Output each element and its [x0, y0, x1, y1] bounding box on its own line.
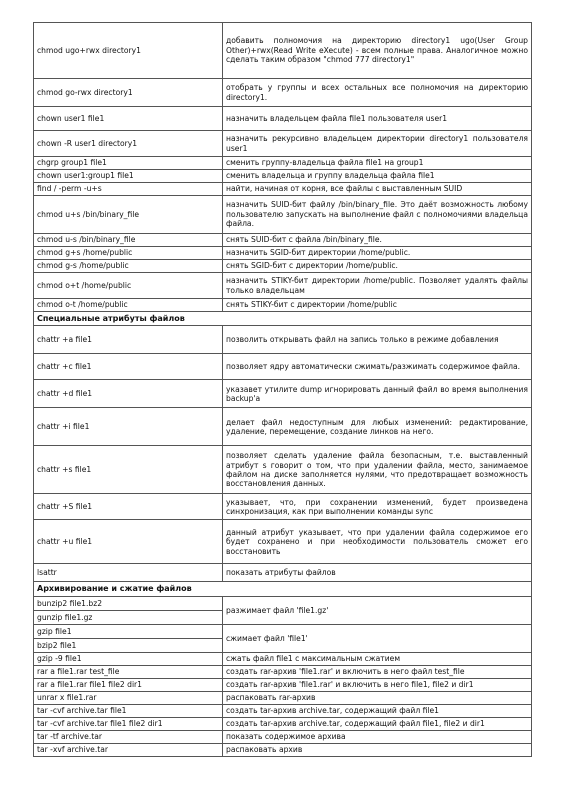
description-cell: распаковать архив	[223, 743, 532, 756]
description-cell: сменить группу-владельца файла file1 на group1	[223, 157, 532, 170]
command-cell: chmod o-t /home/public	[34, 299, 223, 312]
description-cell: снять STIKY-бит с директории /home/public	[223, 299, 532, 312]
description-cell: позволить открывать файл на запись только в режиме добавления	[223, 326, 532, 354]
table-row	[34, 730, 532, 743]
table-row	[34, 380, 532, 408]
description-cell: сжать файл file1 с максимальным сжатием	[223, 652, 532, 665]
table-row	[34, 273, 532, 299]
section-title: Архивирование и сжатие файлов	[34, 582, 532, 596]
description-cell: назначить SGID-бит директории /home/public.	[223, 247, 532, 260]
table-row	[34, 157, 532, 170]
table-row	[34, 408, 532, 446]
table-row	[34, 260, 532, 273]
description-cell: назначить STIKY-бит директории /home/public. Позволяет удалять файлы только владельцам	[223, 273, 532, 299]
table-row	[34, 494, 532, 520]
description-cell: позволяет ядру автоматически сжимать/разжимать содержимое файла.	[223, 354, 532, 380]
command-cell: chgrp group1 file1	[34, 157, 223, 170]
description-cell: назначить рекурсивно владельцем директории directory1 пользователя user1	[223, 131, 532, 157]
description-cell: найти, начиная от корня, все файлы с выставленным SUID	[223, 183, 532, 196]
table-row	[34, 234, 532, 247]
description-cell: снять SGID-бит с директории /home/public.	[223, 260, 532, 273]
description-cell: показать атрибуты файлов	[223, 564, 532, 582]
command-cell: chmod g-s /home/public	[34, 260, 223, 273]
command-cell: chmod ugo+rwx directory1	[34, 23, 223, 79]
table-row	[34, 131, 532, 157]
command-cell: chmod u-s /bin/binary_file	[34, 234, 223, 247]
command-cell: chmod g+s /home/public	[34, 247, 223, 260]
description-cell: сжимает файл 'file1'	[223, 624, 532, 652]
command-cell: gzip -9 file1	[34, 652, 223, 665]
command-cell: find / -perm -u+s	[34, 183, 223, 196]
table-row	[34, 704, 532, 717]
description-cell: позволяет сделать удаление файла безопасным, т.е. выставленный атрибут s говорит о том, что при удалении файла, место, занимаемое файлом на диске заполняется нулями, что предотвращает возможность восстановления данных.	[223, 446, 532, 494]
table-row	[34, 107, 532, 131]
table-body	[34, 23, 532, 757]
description-cell: создать rar-архив 'file1.rar' и включить в него file1, file2 и dir1	[223, 678, 532, 691]
command-cell: gunzip file1.gz	[34, 610, 223, 624]
command-cell: chmod o+t /home/public	[34, 273, 223, 299]
command-cell: rar a file1.rar file1 file2 dir1	[34, 678, 223, 691]
command-cell: chattr +c file1	[34, 354, 223, 380]
table-row	[34, 678, 532, 691]
command-cell: chown -R user1 directory1	[34, 131, 223, 157]
command-cell: tar -tf archive.tar	[34, 730, 223, 743]
table-row	[34, 596, 532, 610]
description-cell: разжимает файл 'file1.gz'	[223, 596, 532, 624]
table-row	[34, 170, 532, 183]
table-row	[34, 446, 532, 494]
command-cell: lsattr	[34, 564, 223, 582]
description-cell: сменить владельца и группу владельца файла file1	[223, 170, 532, 183]
description-cell: распаковать rar-архив	[223, 691, 532, 704]
command-cell: chmod u+s /bin/binary_file	[34, 196, 223, 234]
table-row	[34, 665, 532, 678]
description-cell: данный атрибут указывает, что при удалении файла содержимое его будет сохранено и при необходимости пользователь сможет его восстановить	[223, 520, 532, 564]
command-cell: chattr +i file1	[34, 408, 223, 446]
table-row	[34, 717, 532, 730]
command-cell: bunzip2 file1.bz2	[34, 596, 223, 610]
table-row	[34, 743, 532, 756]
document-page	[33, 22, 532, 757]
description-cell: назначить владельцем файла file1 пользователя user1	[223, 107, 532, 131]
table-row	[34, 79, 532, 107]
description-cell: добавить полномочия на директорию directory1 ugo(User Group Other)+rwx(Read Write eXecute) - всем полные права. Аналогичное можно сделать таким образом "chmod 777 directory1"	[223, 23, 532, 79]
command-cell: chown user1 file1	[34, 107, 223, 131]
table-row	[34, 624, 532, 638]
table-row	[34, 299, 532, 312]
command-cell: gzip file1	[34, 624, 223, 638]
table-row	[34, 326, 532, 354]
command-reference-table	[33, 22, 532, 757]
table-row	[34, 183, 532, 196]
description-cell: создать rar-архив 'file1.rar' и включить в него файл test_file	[223, 665, 532, 678]
description-cell: снять SUID-бит с файла /bin/binary_file.	[223, 234, 532, 247]
description-cell: делает файл недоступным для любых изменений: редактирование, удаление, перемещение, создание линков на него.	[223, 408, 532, 446]
table-row	[34, 23, 532, 79]
table-row	[34, 354, 532, 380]
description-cell: указавет утилите dump игнорировать данный файл во время выполнения backup'а	[223, 380, 532, 408]
table-row	[34, 691, 532, 704]
table-row	[34, 196, 532, 234]
description-cell: указывает, что, при сохранении изменений, будет произведена синхронизация, как при выполнении команды sync	[223, 494, 532, 520]
command-cell: rar a file1.rar test_file	[34, 665, 223, 678]
command-cell: chattr +S file1	[34, 494, 223, 520]
command-cell: chown user1:group1 file1	[34, 170, 223, 183]
command-cell: chattr +d file1	[34, 380, 223, 408]
description-cell: показать содержимое архива	[223, 730, 532, 743]
table-row	[34, 247, 532, 260]
section-header	[34, 582, 532, 596]
table-row	[34, 652, 532, 665]
description-cell: создать tar-архив archive.tar, содержащий файл file1, file2 и dir1	[223, 717, 532, 730]
section-header	[34, 312, 532, 326]
description-cell: создать tar-архив archive.tar, содержащий файл file1	[223, 704, 532, 717]
command-cell: chattr +s file1	[34, 446, 223, 494]
description-cell: отобрать у группы и всех остальных все полномочия на директорию directory1.	[223, 79, 532, 107]
command-cell: chattr +a file1	[34, 326, 223, 354]
command-cell: tar -xvf archive.tar	[34, 743, 223, 756]
command-cell: chattr +u file1	[34, 520, 223, 564]
command-cell: bzip2 file1	[34, 638, 223, 652]
command-cell: unrar x file1.rar	[34, 691, 223, 704]
description-cell: назначить SUID-бит файлу /bin/binary_file. Это даёт возможность любому пользователю запускать на выполнение файл с полномочиями владельца файла.	[223, 196, 532, 234]
section-title: Специальные атрибуты файлов	[34, 312, 532, 326]
table-row	[34, 520, 532, 564]
command-cell: chmod go-rwx directory1	[34, 79, 223, 107]
table-row	[34, 564, 532, 582]
command-cell: tar -cvf archive.tar file1 file2 dir1	[34, 717, 223, 730]
command-cell: tar -cvf archive.tar file1	[34, 704, 223, 717]
